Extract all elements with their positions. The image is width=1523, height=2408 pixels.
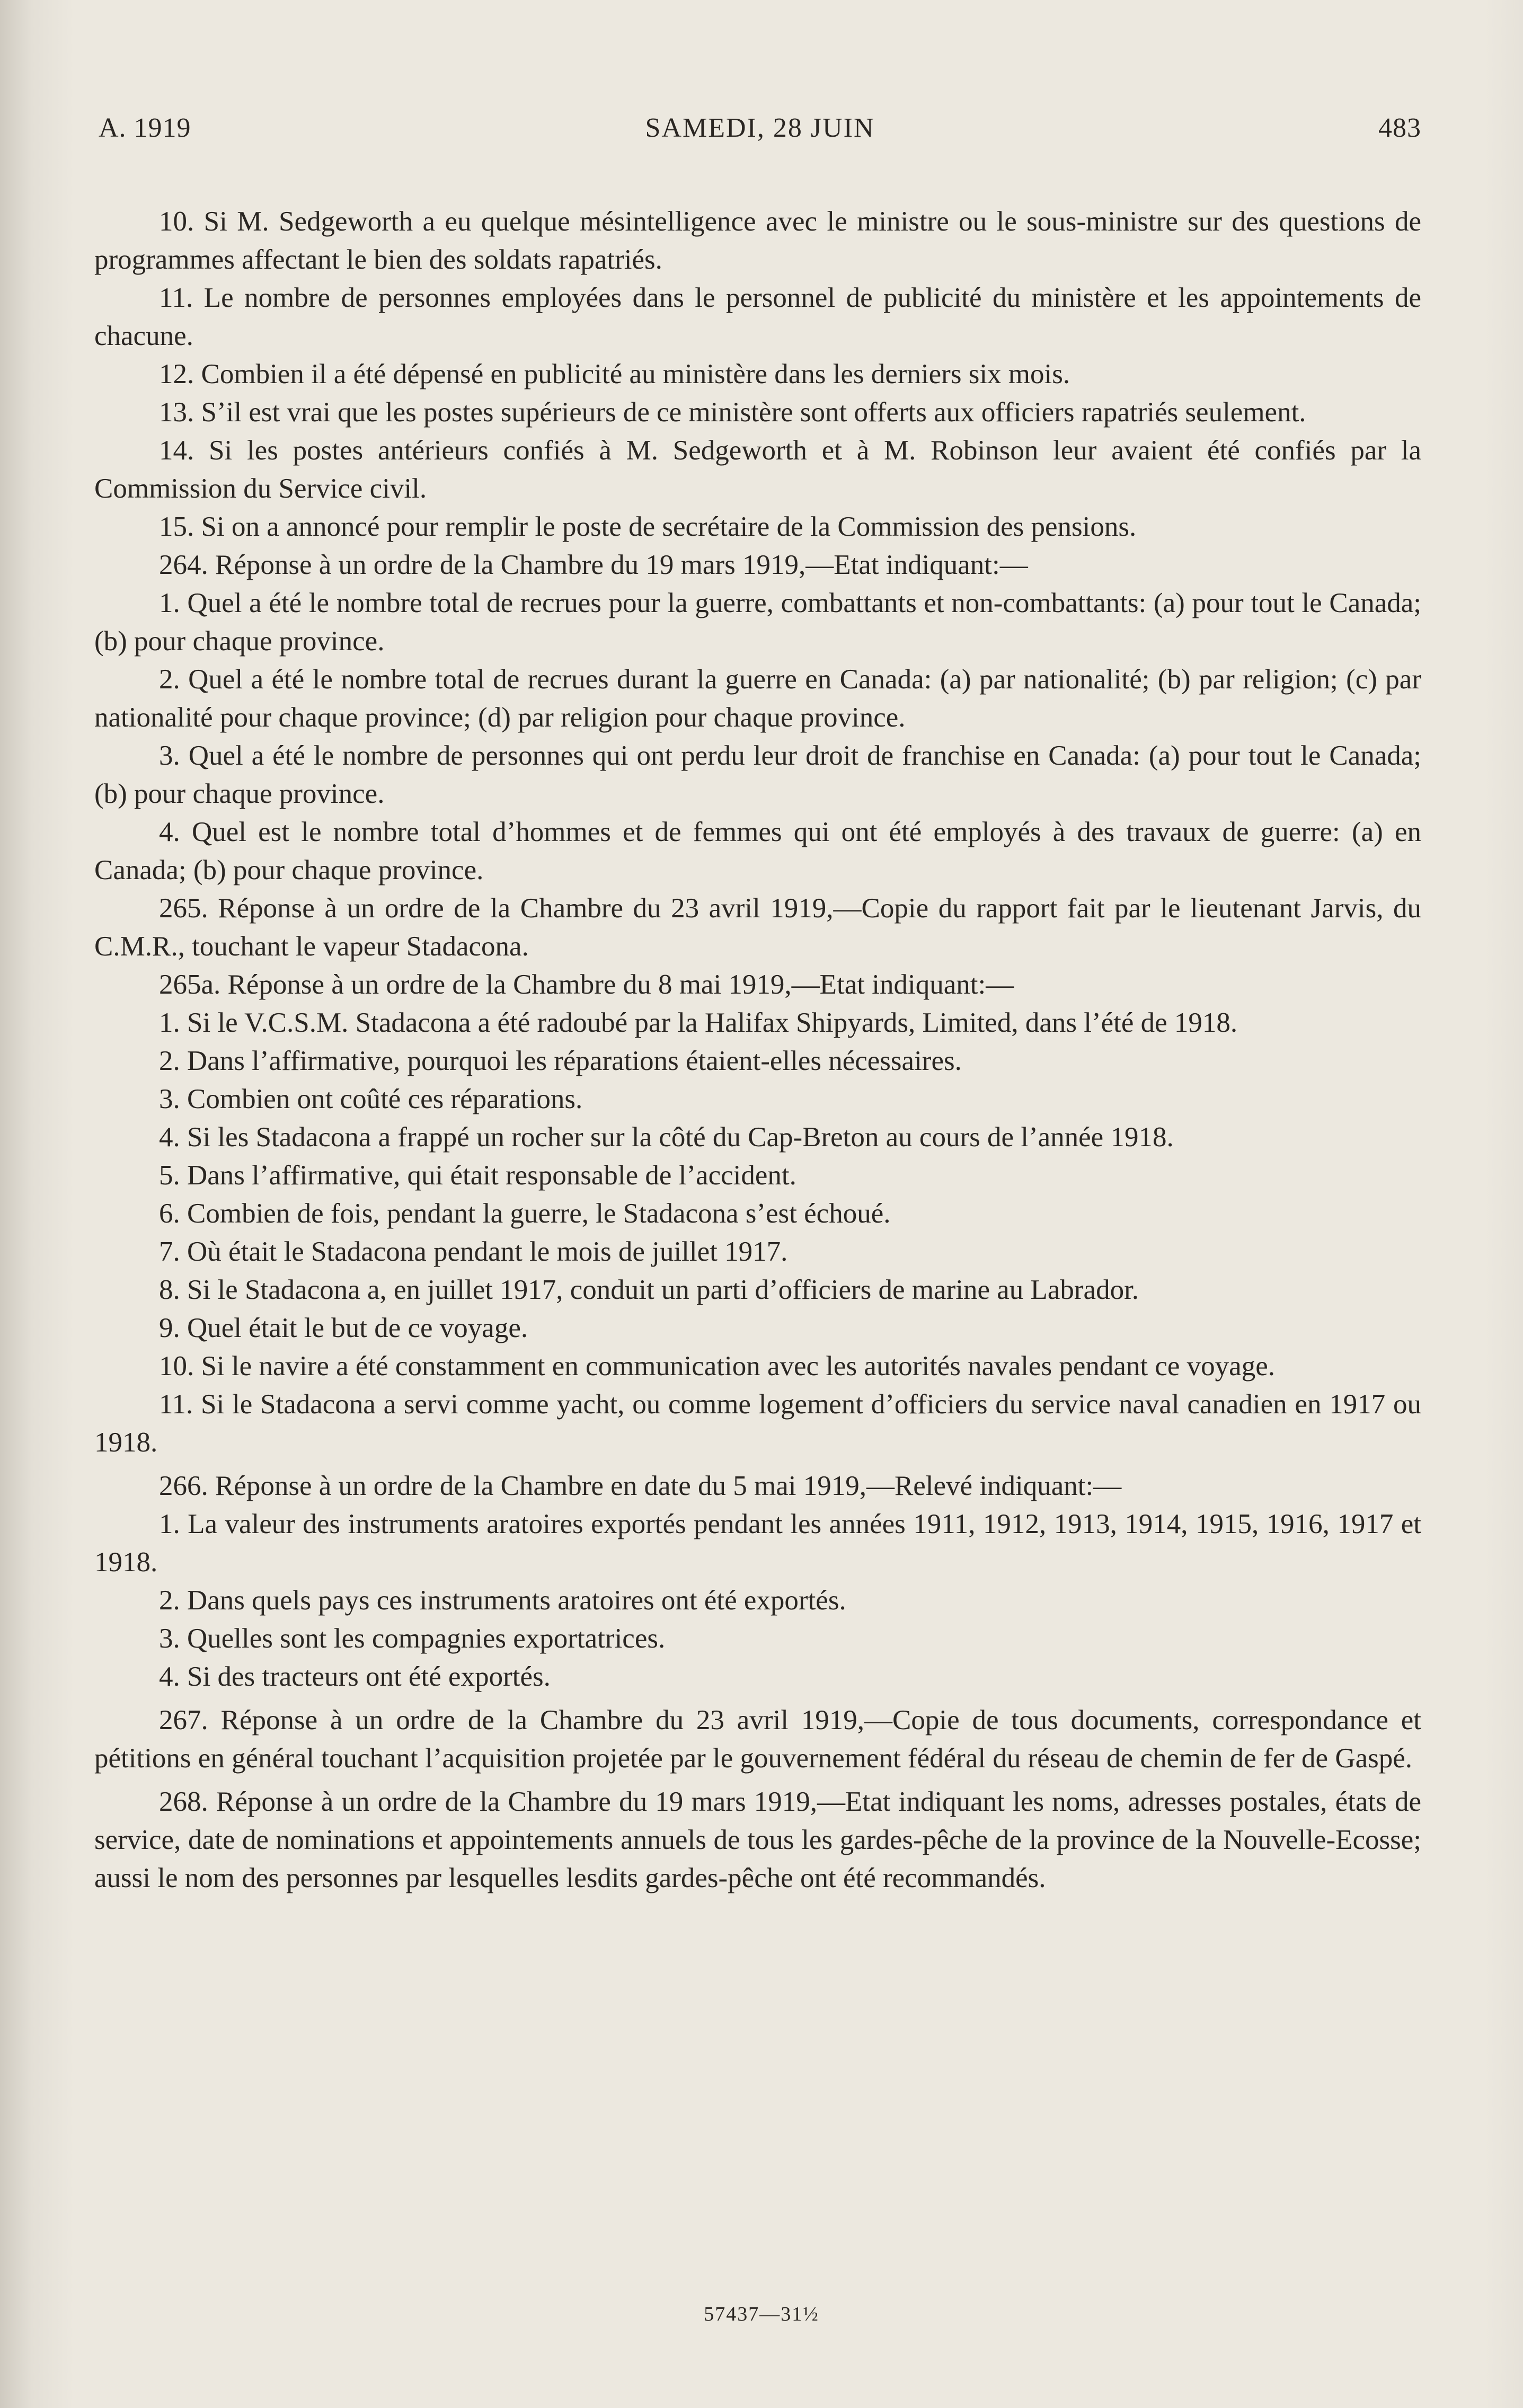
paragraph: 3. Quel a été le nombre de personnes qui ont perdu leur droit de franchise en Canada: (a) pour tout le Canada; (b) pour chaque province.	[94, 740, 1421, 809]
paragraph: 264. Réponse à un ordre de la Chambre du 19 mars 1919,—Etat indiquant:—	[159, 550, 1028, 580]
paragraph: 11. Le nombre de personnes employées dans le personnel de publicité du ministère et les appointements de chacune.	[94, 282, 1421, 351]
paragraph: 14. Si les postes antérieurs confiés à M. Sedgeworth et à M. Robinson leur avaient été confiés par la Commission du Service civil.	[94, 435, 1421, 504]
paragraph: 1. Si le V.C.S.M. Stadacona a été radoubé par la Halifax Shipyards, Limited, dans l’été de 1918.	[159, 1007, 1238, 1038]
paragraph: 267. Réponse à un ordre de la Chambre du 23 avril 1919,—Copie de tous documents, correspondance et pétitions en général touchant l’acquisition projetée par le gouvernement fédéral du réseau de chemin de fer de Gaspé.	[94, 1705, 1421, 1774]
paragraph: 8. Si le Stadacona a, en juillet 1917, conduit un parti d’officiers de marine au Labrador.	[159, 1274, 1139, 1305]
paragraph: 265. Réponse à un ordre de la Chambre du 23 avril 1919,—Copie du rapport fait par le lieutenant Jarvis, du C.M.R., touchant le vapeur Stadacona.	[94, 893, 1421, 962]
paragraph: 268. Réponse à un ordre de la Chambre du 19 mars 1919,—Etat indiquant les noms, adresses postales, états de service, date de nominations et appointements annuels de tous les gardes-pêche de la province de la Nouvelle-Ecosse; aussi le nom des personnes par lesquelles lesdits gardes-pêche ont été recommandés.	[94, 1786, 1421, 1893]
paragraph: 2. Quel a été le nombre total de recrues durant la guerre en Canada: (a) par nationalité; (b) par religion; (c) par nationalité pour chaque province; (d) par religion pour chaque province.	[94, 664, 1421, 733]
header-date: SAMEDI, 28 JUIN	[645, 113, 875, 143]
paragraph: 4. Si des tracteurs ont été exportés.	[159, 1661, 551, 1692]
paragraph: 265a. Réponse à un ordre de la Chambre du 8 mai 1919,—Etat indiquant:—	[159, 969, 1014, 1000]
running-header	[99, 112, 1421, 149]
paragraph: 5. Dans l’affirmative, qui était responsable de l’accident.	[159, 1160, 796, 1191]
paragraph: 15. Si on a annoncé pour remplir le poste de secrétaire de la Commission des pensions.	[159, 511, 1137, 542]
paragraph: 2. Dans quels pays ces instruments aratoires ont été exportés.	[159, 1585, 846, 1616]
paragraph: 10. Si M. Sedgeworth a eu quelque mésintelligence avec le ministre ou le sous-ministre sur des questions de programmes affectant le bien des soldats rapatriés.	[94, 206, 1421, 275]
print-signature: 57437—31½	[704, 2303, 819, 2325]
paragraph: 1. La valeur des instruments aratoires exportés pendant les années 1911, 1912, 1913, 1914, 1915, 1916, 1917 et 1918.	[94, 1509, 1421, 1578]
paragraph: 12. Combien il a été dépensé en publicité au ministère dans les derniers six mois.	[159, 359, 1070, 389]
header-year: A. 1919	[99, 113, 191, 143]
paragraph: 11. Si le Stadacona a servi comme yacht, ou comme logement d’officiers du service naval canadien en 1917 ou 1918.	[94, 1389, 1421, 1458]
document-body	[94, 202, 1421, 1897]
paragraph: 6. Combien de fois, pendant la guerre, le Stadacona s’est échoué.	[159, 1198, 891, 1229]
paragraph: 9. Quel était le but de ce voyage.	[159, 1313, 528, 1343]
paragraph: 2. Dans l’affirmative, pourquoi les réparations étaient-elles nécessaires.	[159, 1046, 962, 1076]
paragraph: 7. Où était le Stadacona pendant le mois de juillet 1917.	[159, 1236, 788, 1267]
paragraph: 4. Si les Stadacona a frappé un rocher sur la côté du Cap-Breton au cours de l’année 1918.	[159, 1122, 1174, 1153]
paragraph: 266. Réponse à un ordre de la Chambre en date du 5 mai 1919,—Relevé indiquant:—	[159, 1471, 1122, 1501]
paragraph: 3. Combien ont coûté ces réparations.	[159, 1084, 583, 1114]
paragraph: 4. Quel est le nombre total d’hommes et de femmes qui ont été employés à des travaux de guerre: (a) en Canada; (b) pour chaque province.	[94, 817, 1421, 886]
paragraph: 13. S’il est vrai que les postes supérieurs de ce ministère sont offerts aux officiers rapatriés seulement.	[159, 397, 1306, 428]
page-number: 483	[1378, 113, 1421, 143]
paragraph: 1. Quel a été le nombre total de recrues pour la guerre, combattants et non-combattants: (a) pour tout le Canada; (b) pour chaque province.	[94, 588, 1421, 657]
paragraph: 3. Quelles sont les compagnies exportatrices.	[159, 1623, 666, 1654]
paragraph: 10. Si le navire a été constamment en communication avec les autorités navales pendant ce voyage.	[159, 1351, 1275, 1382]
